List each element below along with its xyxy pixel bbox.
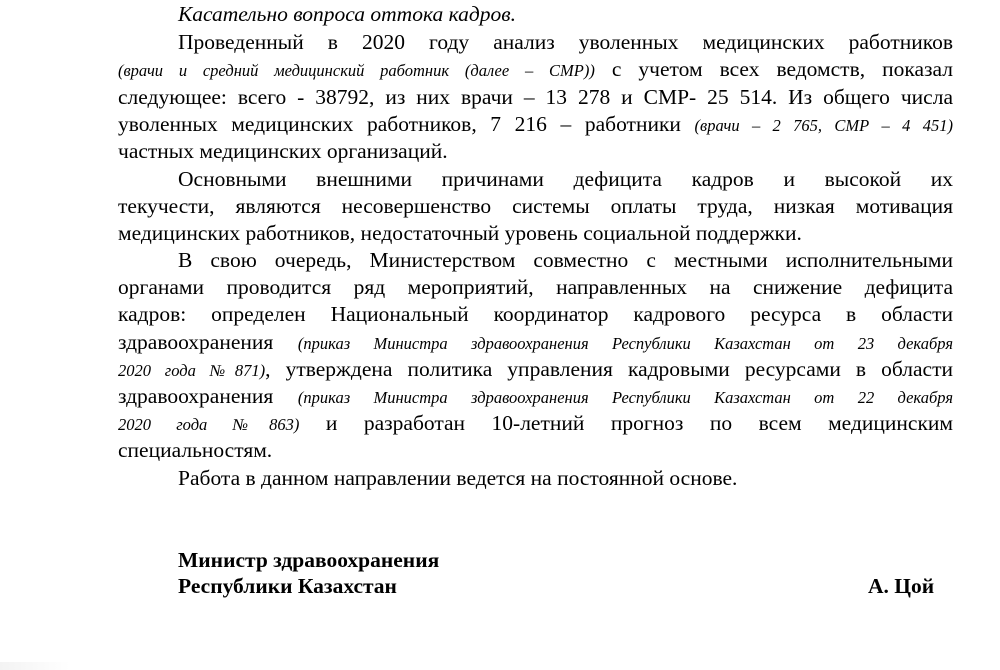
signature-title-line-2: Республики Казахстан — [178, 574, 397, 598]
p3-line-4 — [118, 329, 953, 355]
p3-line-4-text: здравоохранения — [118, 330, 298, 354]
p1-note-2: (врачи – 2 765, СМР – 4 451) — [694, 116, 953, 135]
p3-line-6 — [118, 383, 953, 409]
p3-line-7-text: и разработан 10-летний прогноз по всем медицинским — [299, 411, 954, 435]
p2-line-2: текучести, являются несовершенство системы оплаты труда, низкая мотивация — [118, 194, 953, 218]
p3-line-5 — [118, 356, 953, 382]
p3-note-1-end: 2020 года №871) — [118, 361, 266, 380]
p3-note-2: (приказ Министра здравоохранения Республики Казахстан от 22 декабря — [297, 388, 953, 407]
p1-line-2 — [118, 56, 953, 82]
p1-line-4 — [118, 111, 953, 137]
p1-line-2-text: с учетом всех ведомств, показал — [594, 57, 953, 81]
p3-note-1: (приказ Министра здравоохранения Республики Казахстан от 23 декабря — [297, 334, 953, 353]
p1-note-1: (врачи и средний медицинский работник (далее – СМР)) — [118, 61, 595, 80]
p3-note-2-end: 2020 года №863) — [118, 415, 300, 434]
p2-line-1: Основными внешними причинами дефицита кадров и высокой их — [178, 167, 953, 191]
p2-line-3: медицинских работников, недостаточный уровень социальной поддержки. — [118, 221, 802, 245]
signature-name: А. Цой — [868, 574, 935, 598]
p3-line-7 — [118, 410, 953, 436]
p3-line-1: В свою очередь, Министерством совместно с местными исполнительными — [178, 248, 953, 272]
p1-line-1: Проведенный в 2020 году анализ уволенных медицинских работников — [178, 30, 953, 54]
signature-title-line-1: Министр здравоохранения — [178, 548, 440, 572]
p1-line-3: следующее: всего - 38792, из них врачи – 13 278 и СМР- 25 514. Из общего числа — [118, 85, 953, 109]
p3-line-6-text: здравоохранения — [118, 384, 298, 408]
p3-line-5-text: , утверждена политика управления кадровыми ресурсами в области — [265, 357, 953, 381]
p1-line-5: частных медицинских организаций. — [118, 139, 448, 163]
p3-line-2: органами проводится ряд мероприятий, направленных на снижение дефицита — [118, 275, 953, 299]
page-edge-shadow — [0, 662, 70, 670]
p3-line-3: кадров: определен Национальный координатор кадрового ресурса в области — [118, 302, 953, 326]
p4-line-1: Работа в данном направлении ведется на постоянной основе. — [178, 466, 738, 490]
p3-line-8: специальностям. — [118, 438, 273, 462]
p1-line-4-text: уволенных медицинских работников, 7 216 – работники — [118, 112, 695, 136]
section-heading: Касательно вопроса оттока кадров. — [178, 2, 516, 26]
